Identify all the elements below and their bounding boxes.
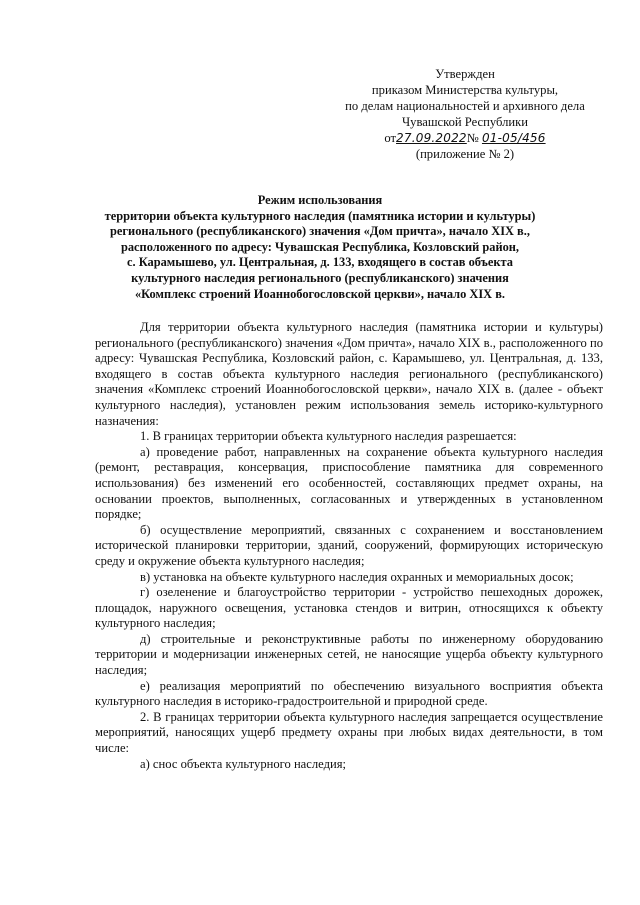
- item-1v: в) установка на объекте культурного наследия охранных и мемориальных досок;: [140, 569, 574, 584]
- section-2-heading: 2. В границах территории объекта культурного наследия запрещается осуществление мероприятий, наносящих ущерб предмету охраны при любых видах деятельности, в том числе:: [95, 709, 603, 756]
- item-1e: е) реализация мероприятий по обеспечению визуального восприятия объекта культурного наследия в историко-градостроительной и природной среде.: [95, 678, 603, 709]
- item-1d: д) строительные и реконструктивные работы по инженерному оборудованию территории и модернизации инженерных сетей, не наносящие ущерба объекту культурного наследия;: [95, 631, 603, 678]
- title-line: «Комплекс строений Иоаннобогословской церкви», начало XIX в.: [134, 286, 506, 301]
- approval-date-number: [330, 130, 600, 146]
- title-line: с. Карамышево, ул. Центральная, д. 133, входящего в состав объекта: [127, 255, 513, 270]
- section-1-heading: 1. В границах территории объекта культурного наследия разрешается:: [140, 429, 517, 444]
- handwritten-number: 01-05/456: [481, 131, 546, 145]
- item-1a: а) проведение работ, направленных на сохранение объекта культурного наследия (ремонт, реставрация, консервация, приспособление памятника для современного использования) без изменений его особенностей, составляющих предмет охраны, на основании проектов, выполненных, согласованных и утвержденных в установленном порядке;: [95, 444, 603, 522]
- item-2a: а) снос объекта культурного наследия;: [140, 756, 347, 771]
- title-line: территории объекта культурного наследия (памятника истории и культуры): [104, 208, 536, 223]
- title-line: регионального (республиканского) значения «Дом причта», начало XIX в.,: [110, 224, 530, 239]
- document-body: [95, 320, 603, 772]
- approval-ministry-line: по делам национальностей и архивного дела: [345, 99, 585, 113]
- intro-paragraph: Для территории объекта культурного наследия (памятника истории и культуры) регионального (республиканского) значения «Дом причта», начало XIX в., расположенного по адресу: Чувашская Республика, Козловский район, с. Карамышево, ул. Центральная, д. 133, входящего в состав объекта культурного наследия регионального (республиканского) значения «Комплекс строений Иоаннобогословской церкви», начало XIX в. (далее - объект культурного наследия), установлен режим использования земель историко-культурного назначения:: [95, 320, 603, 428]
- title-line: расположенного по адресу: Чувашская Республика, Козловский район,: [120, 239, 520, 254]
- approval-block: [330, 66, 600, 162]
- approval-order-line: приказом Министерства культуры,: [371, 83, 559, 97]
- document-title: [90, 193, 550, 302]
- approval-heading: Утвержден: [435, 67, 495, 81]
- item-1b: б) осуществление мероприятий, связанных с сохранением и восстановлением исторической планировки территории, зданий, сооружений, формирующих историческую среду и окружение объекта культурного наследия;: [95, 522, 603, 568]
- approval-republic-line: Чувашской Республики: [402, 115, 528, 129]
- title-line: Режим использования: [257, 193, 383, 207]
- handwritten-date: 27.09.2022: [396, 131, 467, 145]
- item-1g: г) озеленение и благоустройство территории - устройство пешеходных дорожек, площадок, наружного освещения, установка стендов и витрин, относящихся к объекту культурного наследия;: [95, 585, 603, 631]
- number-prefix: №: [466, 131, 479, 145]
- title-line: культурного наследия регионального (республиканского) значения: [131, 270, 509, 285]
- appendix-note: (приложение № 2): [415, 147, 515, 161]
- date-prefix: от: [384, 131, 397, 145]
